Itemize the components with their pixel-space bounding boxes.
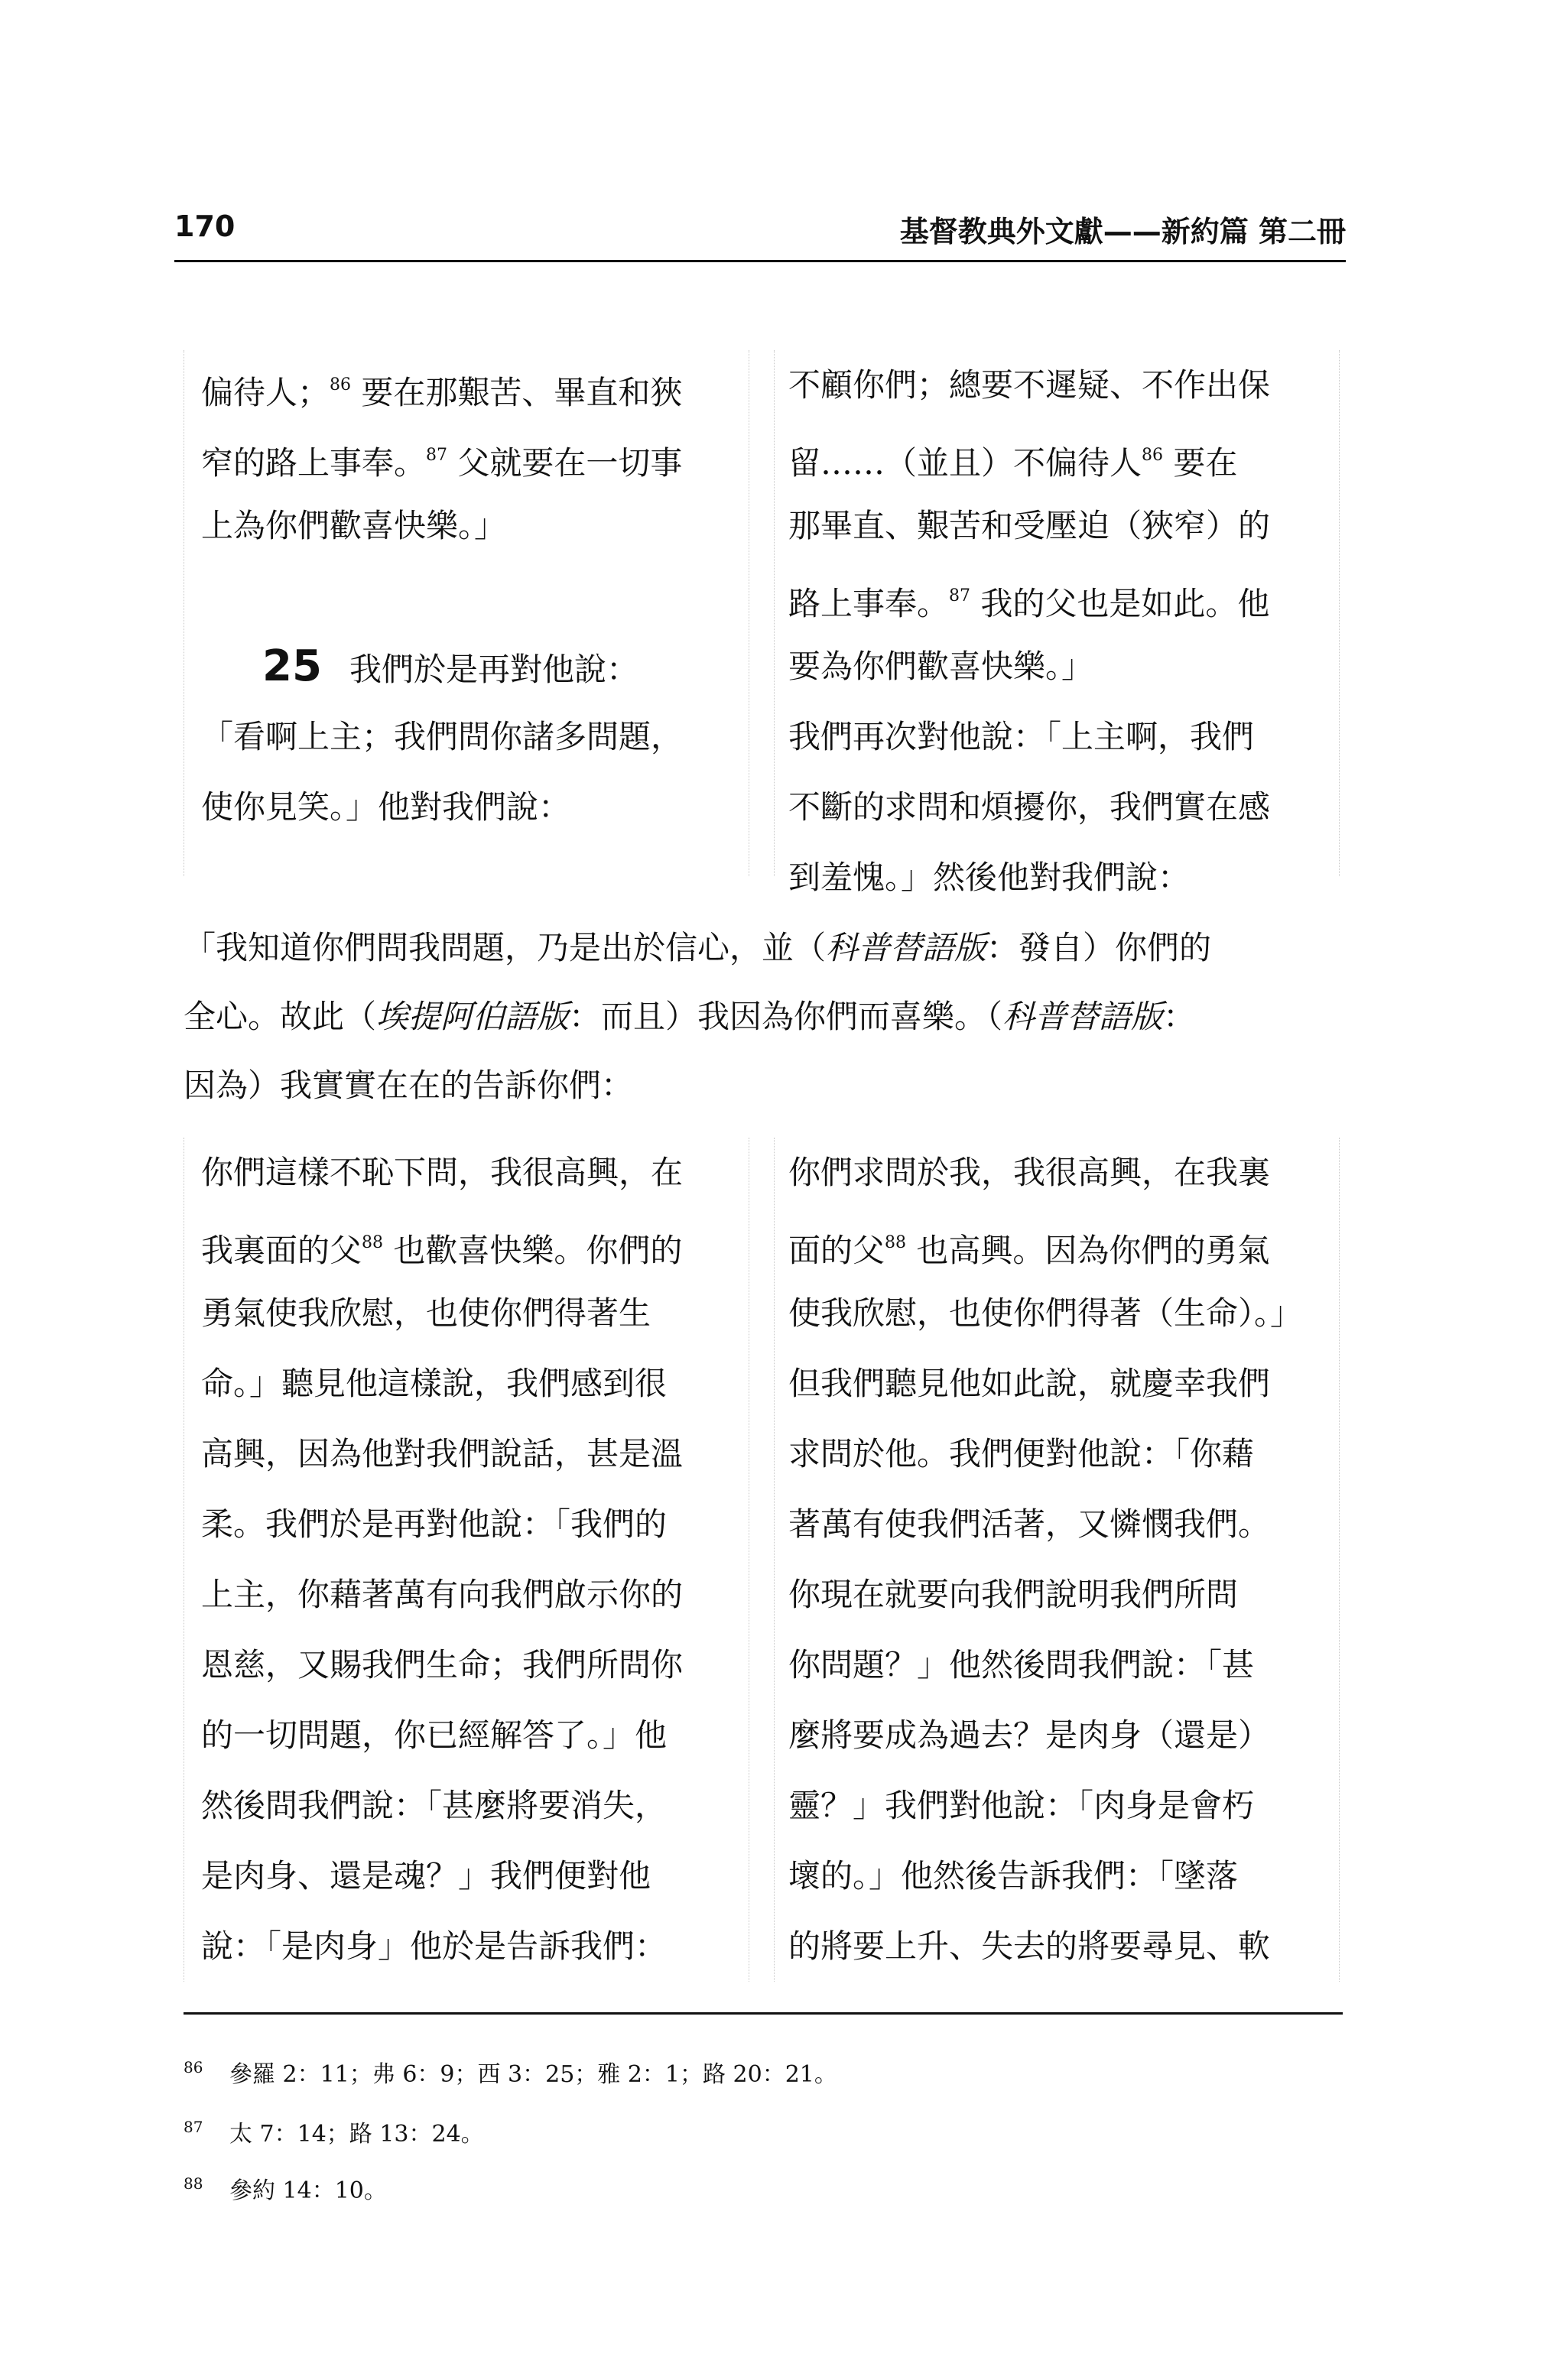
bottom-right-column <box>774 1138 1340 1982</box>
footnote-text: 參羅 2：11；弗 6：9；西 3：25；雅 2：1；路 20：21。 <box>229 2061 837 2088</box>
text-line: 我裏面的父$^{88}$ 也歡喜快樂。你們的 <box>201 1232 683 1269</box>
text-line: 面的父$^{88}$ 也高興。因為你們的勇氣 <box>788 1232 1270 1269</box>
text-line: 你問題？」他然後問我們說：「甚 <box>788 1646 1255 1684</box>
text-line: 「我知道你們問我問題，乃是出於信心，並（科普替語版：發自）你們的 <box>184 929 1212 966</box>
footnote <box>184 2115 484 2148</box>
footnote-mark: 87 <box>184 2118 203 2136</box>
footnote-mark: 86 <box>184 2058 203 2076</box>
version-label: 埃提阿伯語版 <box>376 998 570 1035</box>
text-line: 上主，你藉著萬有向我們啟示你的 <box>201 1576 684 1613</box>
text-line: 你現在就要向我們說明我們所問 <box>788 1576 1239 1613</box>
text-line: 留……（並且）不偏待人$^{86}$ 要在 <box>788 444 1238 482</box>
text-line: 到羞愧。」然後他對我們說： <box>788 859 1191 896</box>
footnote-text: 參約 14：10。 <box>229 2177 387 2204</box>
footnote-ref: 86 <box>1142 446 1164 465</box>
text-line: 但我們聽見他如此說，就慶幸我們 <box>788 1365 1271 1402</box>
bottom-left-column <box>184 1138 749 1982</box>
footnote-ref: 88 <box>362 1233 384 1252</box>
footnote-ref: 86 <box>330 375 352 395</box>
footnote <box>184 2171 387 2205</box>
text-line: 不顧你們；總要不遲疑、不作出保 <box>788 366 1271 404</box>
footnote <box>184 2055 837 2089</box>
top-left-column <box>184 350 749 876</box>
text-line: 然後問我們說：「甚麼將要消失， <box>201 1787 668 1824</box>
text-line: 柔。我們於是再對他說：「我們的 <box>201 1505 668 1543</box>
version-label: 科普替語版 <box>826 929 987 966</box>
text-line: 全心。故此（埃提阿伯語版：而且）我因為你們而喜樂。（科普替語版： <box>184 998 1196 1035</box>
text-line: 靈？」我們對他說：「肉身是會朽 <box>788 1787 1255 1824</box>
text-line: 我們再次對他說：「上主啊，我們 <box>788 718 1255 755</box>
text-line: 「看啊上主；我們問你諸多問題， <box>201 718 684 755</box>
text-line: 窄的路上事奉。$^{87}$ 父就要在一切事 <box>201 444 683 482</box>
text-line: 是肉身、還是魂？」我們便對他 <box>201 1857 651 1895</box>
text-line: 的一切問題，你已經解答了。」他 <box>201 1716 668 1754</box>
text-line: 那畢直、艱苦和受壓迫（狹窄）的 <box>788 507 1271 544</box>
footnote-ref: 88 <box>885 1233 907 1252</box>
text-line: 麼將要成為過去？是肉身（還是） <box>788 1716 1271 1754</box>
footnote-ref: 87 <box>426 446 448 465</box>
text-line: 路上事奉。$^{87}$ 我的父也是如此。他 <box>788 585 1270 622</box>
text-line: 高興，因為他對我們說話，甚是溫 <box>201 1435 684 1472</box>
text-line: 使你見笑。」他對我們說： <box>201 788 571 826</box>
page-number: 170 <box>174 209 236 243</box>
text-line: 使我欣慰，也使你們得著（生命）。」 <box>788 1294 1303 1332</box>
page-header <box>174 208 1346 262</box>
text-line: 恩慈，又賜我們生命；我們所問你 <box>201 1646 684 1684</box>
footnote-text: 太 7：14；路 13：24。 <box>229 2121 484 2148</box>
text-line: 的將要上升、失去的將要尋見、軟 <box>788 1927 1271 1965</box>
section-number: 25 <box>262 641 322 691</box>
text-line: 因為）我實實在在的告訴你們： <box>184 1067 634 1104</box>
text-line: 壞的。」他然後告訴我們：「墜落 <box>788 1857 1239 1895</box>
text-line: 勇氣使我欣慰，也使你們得著生 <box>201 1294 651 1332</box>
version-label: 科普替語版 <box>1002 998 1164 1035</box>
full-width-paragraph <box>184 914 1346 1120</box>
text-line: 偏待人；$^{86}$ 要在那艱苦、畢直和狹 <box>201 374 683 411</box>
text-line: 命。」聽見他這樣說，我們感到很 <box>201 1365 668 1402</box>
text-line: 說：「是肉身」他於是告訴我們： <box>201 1927 668 1965</box>
text-line: 不斷的求問和煩擾你，我們實在感 <box>788 788 1271 826</box>
text-line: 著萬有使我們活著，又憐憫我們。 <box>788 1505 1271 1543</box>
text-line: 求問於他。我們便對他說：「你藉 <box>788 1435 1255 1472</box>
footnote-ref: 87 <box>949 586 971 606</box>
footnote-mark: 88 <box>184 2174 203 2193</box>
running-title: 基督教典外文獻——新約篇 第二冊 <box>899 215 1346 248</box>
text-line: 上為你們歡喜快樂。」 <box>201 507 507 544</box>
text-line: 你們求問於我，我很高興，在我裏 <box>788 1154 1271 1191</box>
top-right-column <box>774 350 1340 896</box>
text-line: 你們這樣不恥下問，我很高興，在 <box>201 1154 684 1191</box>
text-line: 要為你們歡喜快樂。」 <box>788 648 1094 685</box>
section-line: 25 我們於是再對他說： <box>262 641 638 691</box>
footnote-divider <box>184 2012 1343 2015</box>
